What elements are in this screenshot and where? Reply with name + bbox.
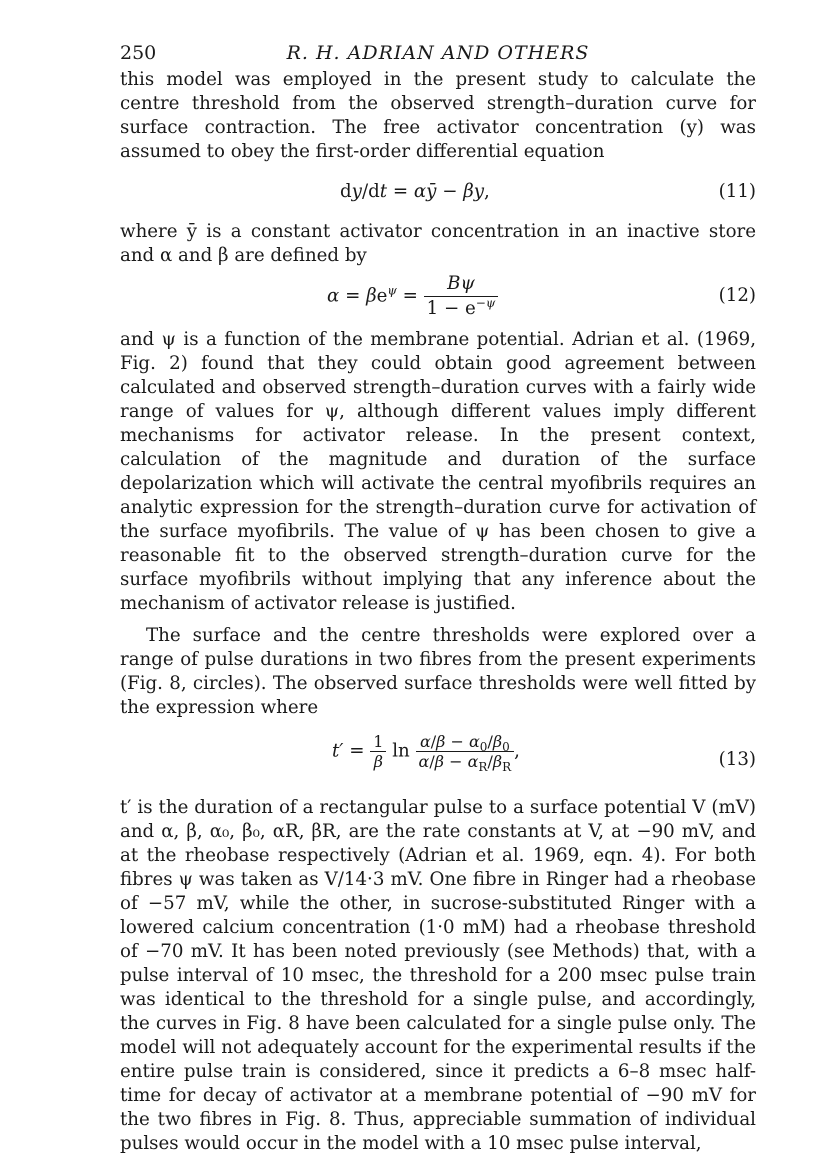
equation-11 [120,164,756,220]
equation-13 [120,720,756,796]
journal-page [120,38,756,1156]
page-number: 250 [120,42,157,64]
equation-13-number: (13) [718,749,756,770]
equation-13-body: t′ = $\frac{1}{\beta}$ ln $\frac{\alpha/\beta - \alpha_0/\beta_0}{\alpha/\beta - \alpha_R/\beta_R}$ , [332,732,520,774]
paragraph-1: this model was employed in the present study to calculate the centre threshold from the observed strength–duration curve for surface contraction. The free activator concentration (y) was assumed to obey the first-order differential equation [120,69,756,162]
equation-12 [120,268,756,328]
running-title: R. H. ADRIAN AND OTHERS [286,42,590,64]
paragraph-3: and ψ is a function of the membrane potential. Adrian et al. (1969, Fig. 2) found that they could obtain good agreement between calculated and observed strength–duration curves with a fairly wide range of values for ψ, although different values imply different mechanisms for activator release. In the present context, calculation of the magnitude and duration of the surface depolarization which will activate the central myofibrils requires an analytic expression for the strength–duration curve for activation of the surface myofibrils. The value of ψ has been chosen to give a reasonable fit to the observed strength–duration curve for the surface myofibrils without implying that any inference about the mechanism of activator release is justified. [120,329,756,614]
equation-11-body: dy/dt = αȳ − βy, [340,181,490,202]
paragraph-2: where ȳ is a constant activator concentration in an inactive store and α and β are defined by [120,221,756,266]
equation-12-body: $\alpha = \beta e^\psi$ = $\frac{B\psi}{1 - e^{-\psi}}$ [327,272,498,321]
paragraph-4: The surface and the centre thresholds were explored over a range of pulse durations in two fibres from the present experiments (Fig. 8, circles). The observed surface thresholds were well fitted by the expression where [120,625,756,718]
equation-11-number: (11) [718,181,756,202]
paragraph-5: t′ is the duration of a rectangular pulse to a surface potential V (mV) and α, β, α₀, β₀, αR, βR, are the rate constants at V, at −90 mV, and at the rheobase respectively (Adrian et al. 1969, eqn. 4). For both fibres ψ was taken as V/14·3 mV. One fibre in Ringer had a rheobase of −57 mV, while the other, in sucrose-substituted Ringer with a lowered calcium concentration (1·0 mM) had a rheobase threshold of −70 mV. It has been noted previously (see Methods) that, with a pulse interval of 10 msec, the threshold for a 200 msec pulse train was identical to the threshold for a single pulse, and accordingly, the curves in Fig. 8 have been calculated for a single pulse only. The model will not adequately account for the experimental results if the entire pulse train is considered, since it predicts a 6–8 msec half-time for decay of activator at a membrane potential of −90 mV for the two fibres in Fig. 8. Thus, appreciable summation of individual pulses would occur in the model with a 10 msec pulse interval, [120,797,756,1154]
running-header [120,38,756,68]
equation-12-number: (12) [718,285,756,306]
